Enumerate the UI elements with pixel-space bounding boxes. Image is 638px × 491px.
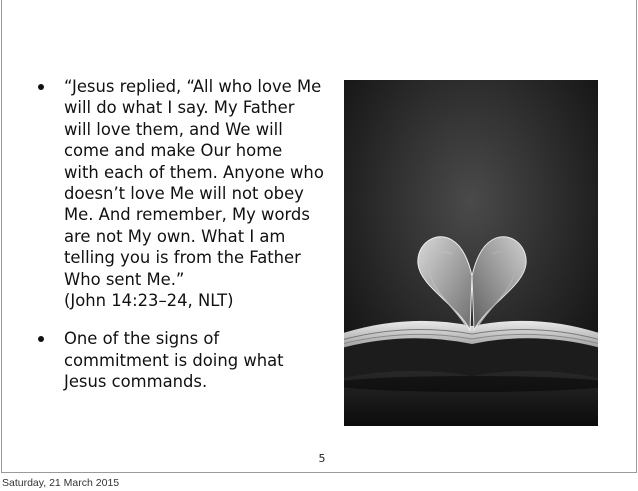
text-line: commitment is doing what: [64, 350, 284, 370]
bullet-item-commitment: [38, 328, 328, 392]
scripture-reference: (John 14:23–24, NLT): [64, 291, 234, 311]
text-line: Me. And remember, My words: [64, 205, 310, 225]
text-line: will love them, and We will: [64, 119, 283, 139]
page-number: 5: [318, 452, 326, 465]
text-line: One of the signs of: [64, 329, 220, 349]
text-line: with each of them. Anyone who: [64, 162, 324, 182]
text-line: doesn’t love Me will not obey: [64, 184, 304, 204]
footer-date: Saturday, 21 March 2015: [2, 477, 120, 489]
text-line: “Jesus replied, “All who love Me: [64, 77, 322, 96]
text-line: Jesus commands.: [64, 372, 208, 392]
bullet-list: [38, 76, 328, 393]
text-line: will do what I say. My Father: [64, 98, 295, 118]
book-heart-photo: [344, 80, 598, 426]
text-line: Who sent Me.”: [64, 269, 185, 289]
book-heart-icon: [344, 80, 598, 426]
text-line: telling you is from the Father: [64, 248, 301, 268]
text-line: come and make Our home: [64, 141, 283, 161]
text-line: are not My own. What I am: [64, 226, 286, 246]
bullet-icon: [38, 84, 44, 90]
bullet-item-scripture: [38, 76, 328, 311]
bullet-icon: [38, 336, 44, 342]
slide: [1, 0, 637, 473]
